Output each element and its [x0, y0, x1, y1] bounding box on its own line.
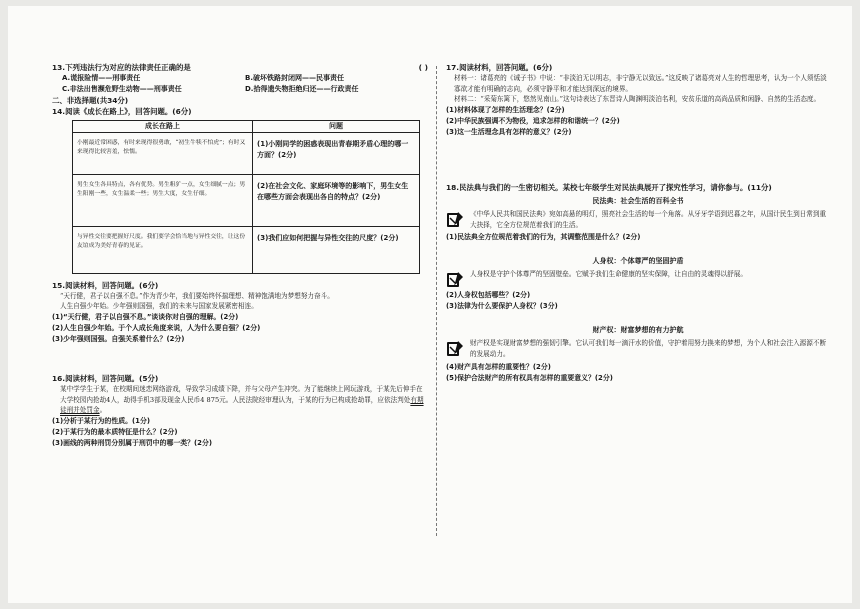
table-header-question: 问题: [253, 120, 420, 132]
section-text: 《中华人民共和国民法典》宛如高悬的明灯，照亮社会生活的每一个角落。从牙牙学语到迟暮之年，从国计民生到日常到重大抉择，它全方位规范着我们的生活。: [470, 210, 827, 229]
sub-question: (4)财产具有怎样的重要性？(2分): [446, 362, 551, 371]
sub-question: (5)保护合法财产的所有权具有怎样的重要意义？(2分): [446, 373, 613, 382]
exam-sheet: [8, 6, 852, 603]
section-heading: 财产权：财富梦想的有力护航: [592, 326, 684, 335]
book-icon: [446, 340, 464, 357]
question-13-options: [52, 73, 428, 95]
option-d: D.拾得遗失物拒绝归还——行政责任: [245, 85, 359, 94]
sub-question: (1)“天行健，君子以自强不息。”谈谈你对自强的理解。(2分): [52, 313, 239, 321]
law-block: [446, 338, 830, 359]
question-14-title: 14.阅读《成长在路上》，回答问题。(6分): [52, 107, 192, 117]
table-cell-text: 与异性交往要把握好尺度。我们要学会恰当地与异性交往，让这份友谊成为美好青春的见证。: [73, 226, 253, 273]
table-cell-text: 男生女生各具特点，各有优势。男生粗犷一点，女生细腻一点；男生阳刚一些，女生温柔一些；男生大度，女生仔细。: [73, 174, 253, 226]
table-cell-text: 小刚最近常困惑，有时来现得很勇敢，“初生牛犊不怕虎”；有时又来现得比较害羞，怯懦。: [73, 132, 253, 174]
table-cell-question: (1)小刚同学的困惑表现出青春期矛盾心理的哪一方面？(2分): [253, 132, 420, 174]
sub-question: (3)画线的两种刑罚分别属于刑罚中的哪一类？(2分): [52, 438, 212, 447]
sub-question: (3)这一生活理念具有怎样的意义？(2分): [446, 127, 572, 136]
table-cell-question: (2)在社会文化、家庭环境等的影响下，男生女生在哪些方面会表现出各自的特点？(2分): [253, 174, 420, 226]
option-c: C.非法出售濒危野生动物——刑事责任: [62, 85, 182, 94]
paragraph-end: 。: [99, 406, 107, 415]
question-17-title: 17.阅读材料，回答问题。(6分): [446, 63, 553, 72]
book-icon: [446, 271, 464, 288]
left-column: [52, 62, 428, 449]
sub-question: (2)中华民族强调不为物役，追求怎样的和谐统一？(2分): [446, 116, 620, 125]
column-divider: [436, 66, 437, 536]
question-15-paragraph: 人生自强少年始。少年强则国强，我们的未来与国家发展紧密相连。: [60, 302, 258, 311]
sub-question: (1)材料体现了怎样的生活理念？(2分): [446, 105, 565, 114]
section-text: 财产权是实现财富梦想的强韧引擎。它认可我们每一滴汗水的价值，守护着用努力换来的梦想，为个人和社会注入源源不断的发展动力。: [470, 339, 827, 358]
law-block: [446, 209, 830, 230]
paragraph-text: 某中学学生于某，在校期间迷恋网络游戏，导致学习成绩下降，并与父母产生冲突。为了能继续上网玩游戏，于某先后伸手在大学校园内抢劫4人，劫得手机3部及现金人民币4 875元。人民法院经审理认为，于某的行为已构成抢劫罪，应依法判处: [60, 385, 423, 404]
table-cell-question: (3)我们应如何把握与异性交往的尺度？(2分): [253, 226, 420, 273]
table-row: [73, 226, 420, 273]
material-one: 材料一：诸葛亮的《诫子书》中说：“非淡泊无以明志，非宁静无以致远。”这反映了诸葛亮对人生的哲理思考，认为一个人须恬淡寡欲才能有明确的志向，必须守静平和才能达到深远的境界。: [454, 74, 827, 93]
section-heading: 人身权：个体尊严的坚固护盾: [592, 257, 684, 266]
sub-question: (2)人身权包括哪些？(2分): [446, 291, 531, 300]
sub-question: (3)少年强则国强。自强关系着什么？(2分): [52, 335, 185, 343]
question-18-title: 18.民法典与我们的一生密切相关。某校七年级学生对民法典展开了探究性学习，请你参与。(11分): [446, 182, 772, 192]
question-15-title: 15.阅读材料，回答问题。(6分): [52, 280, 159, 290]
option-a: A.谎报险情——刑事责任: [62, 74, 141, 83]
table-row: [73, 132, 420, 174]
growth-table: [72, 120, 420, 274]
right-column: [446, 62, 830, 384]
sub-question: (1)民法典全方位规范着我们的行为，其调整范围是什么？(2分): [446, 233, 641, 242]
sub-question: (2)人生自强少年始。于个人成长角度来说，人为什么要自强？(2分): [52, 324, 261, 332]
table-header-growth: 成长在路上: [73, 120, 253, 132]
answer-paren: ( ): [418, 63, 428, 72]
material-two: 材料二：“采菊东篱下，悠然见南山。”这句诗表达了东晋诗人陶渊明淡泊名利，安贫乐道的高尚品质和闲静、自然的生活态度。: [454, 95, 821, 104]
table-row: [73, 174, 420, 226]
law-block: [446, 269, 830, 288]
question-15-paragraph: “天行健，君子以自强不息。”作为青少年，我们要始终怀揣理想、精神饱满地为梦想努力奋斗。: [60, 291, 334, 300]
sub-question: (3)法律为什么要保护人身权？(3分): [446, 302, 558, 311]
option-b: B.破坏铁路封闭网——民事责任: [245, 74, 344, 83]
sub-question: (2)于某行为的最本质特征是什么？(2分): [52, 427, 178, 436]
underlined-text: 有期徒刑并处罚金: [60, 395, 424, 415]
section-text: 人身权是守护个体尊严的坚固壁垒。它赋予我们生命健康的坚实保障，让自由的灵魂得以舒展。: [470, 270, 747, 279]
question-13-title: 13.下列违法行为对应的法律责任正确的是: [52, 63, 191, 72]
book-icon: [446, 211, 464, 228]
section-heading: 二、非选择题(共34分): [52, 96, 129, 106]
question-16-paragraph: [52, 384, 428, 416]
sub-question: (1)分析于某行为的性质。(1分): [52, 416, 150, 425]
question-16-title: 16.阅读材料，回答问题。(5分): [52, 374, 159, 383]
section-heading: 民法典：社会生活的百科全书: [592, 197, 684, 206]
question-13: [52, 62, 428, 73]
